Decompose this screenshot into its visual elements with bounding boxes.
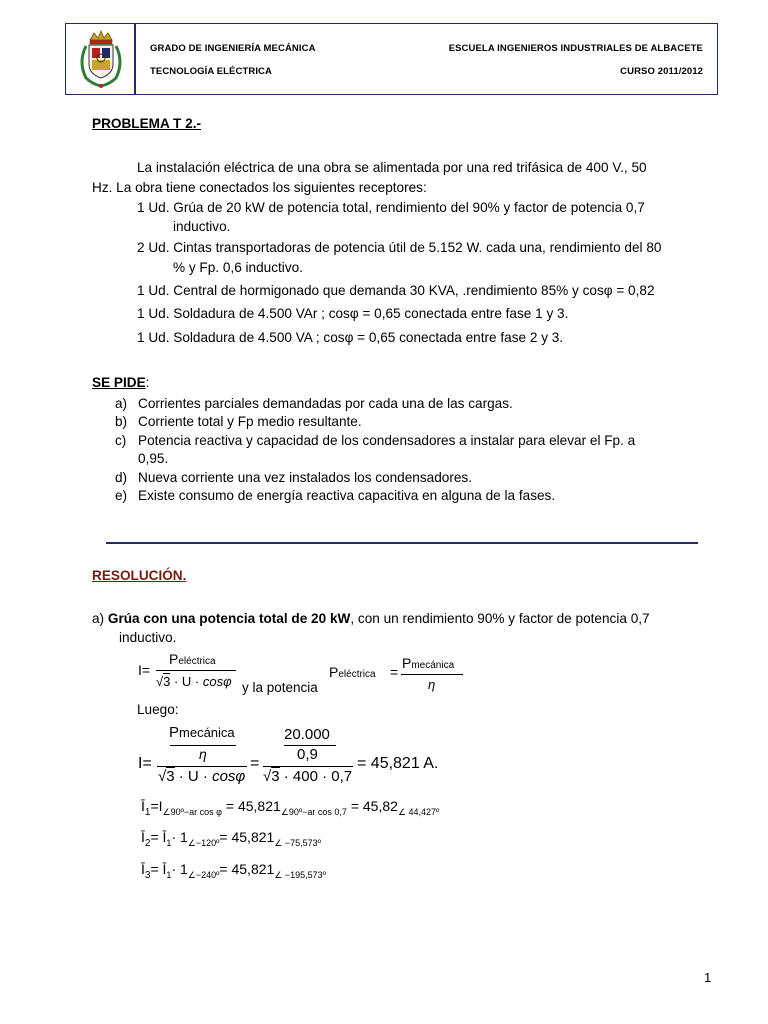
eq1-num-sub: eléctrica (178, 656, 216, 667)
eq2-denominator (158, 768, 245, 785)
eq1-numerator (169, 651, 216, 667)
resolution-a-bold: Grúa con una potencia total de 20 kW (107, 611, 351, 626)
phasor-lhs-sub: 3 (144, 869, 151, 881)
request-text: Corriente total y Fp medio resultante. (138, 414, 362, 429)
eq1-den-cos: cos (202, 674, 224, 689)
eq2-den-phi: φ (235, 768, 246, 785)
eq2-lhs: I= (138, 755, 152, 772)
resolution-a-rest: , con un rendimiento 90% y factor de potencia 0,7 (350, 611, 650, 626)
requests-heading (92, 375, 149, 390)
receiver-item: 2 Ud. Cintas transportadoras de potencia útil de 5.152 W. cada una, rendimiento del 80 (137, 240, 662, 255)
request-text: Existe consumo de energía reactiva capacitiva en alguna de la fases. (138, 488, 556, 503)
phasor-angle: ∠ 44,427º (397, 806, 440, 817)
phasor-sub2: 1 (166, 869, 172, 880)
request-label: c) (115, 433, 127, 448)
header-divider (134, 24, 136, 94)
phasor-sub2: 1 (166, 837, 172, 848)
sqrt-icon: √ (158, 768, 167, 785)
request-text: Nueva corriente una vez instalados los condensadores. (138, 470, 473, 485)
phasor-mult: · 1 (171, 861, 188, 877)
resolution-a-line2: inductivo. (119, 630, 177, 645)
eq2-result: = 45,821 A. (357, 755, 439, 772)
eq1-num-main: P (169, 651, 179, 667)
phasor-eq: = Ī (150, 861, 167, 877)
eq1-frac-num-sub: mecánica (411, 660, 455, 671)
phasor-eq: = Ī (150, 829, 167, 845)
phasor-mid: = 45,821 (219, 861, 275, 877)
eq2-inner-num-sub: mecánica (179, 725, 235, 740)
eq1-equals: = (390, 664, 399, 680)
eq2-inner-eta: η (199, 746, 207, 762)
document-header (65, 23, 718, 95)
university-crest-icon (72, 28, 130, 90)
eq2-inner-numerator (169, 724, 235, 741)
intro-text-line2: Hz. La obra tiene conectados los siguientes receptores: (92, 180, 427, 195)
eq2-den-sqrt: 3 (166, 768, 175, 785)
request-text: Corrientes parciales demandadas por cada una de las cargas. (138, 396, 513, 411)
receiver-item-cont: inductivo. (173, 219, 231, 234)
sqrt-icon: √ (263, 768, 272, 785)
eq2-den2-rest: · 400 · 0,7 (279, 768, 353, 785)
sqrt-icon: √ (156, 674, 164, 689)
school-name: ESCUELA INGENIEROS INDUSTRIALES DE ALBACETE (448, 43, 703, 54)
phasor-mult: · 1 (171, 829, 188, 845)
request-text: Potencia reactiva y capacidad de los condensadores a instalar para elevar el Fp. a (138, 433, 636, 448)
phasor-mid: = 45,821 (222, 798, 281, 814)
receiver-item: 1 Ud. Grúa de 20 kW de potencia total, rendimiento del 90% y factor de potencia 0,7 (137, 200, 645, 215)
receiver-item: 1 Ud. Soldadura de 4.500 VAr ; cosφ = 0,65 conectada entre fase 1 y 3. (137, 306, 569, 321)
eq1-p-sub: eléctrica (338, 669, 376, 680)
phasor-angle: ∠90º−ar cos 0,7 (280, 806, 347, 817)
intro-text-line1: La instalación eléctrica de una obra se alimentada por una red trifásica de 400 V., 50 (137, 160, 647, 175)
resolution-a-prefix: a) (92, 611, 108, 626)
phasor-lhs: Ī (141, 829, 145, 845)
eq2-den-rest: · U · (174, 768, 213, 785)
phasor-angle: ∠ −195,573º (274, 869, 326, 880)
phasor-mid2: = 45,82 (346, 798, 398, 814)
phasor-lhs: Ī (141, 798, 145, 814)
eq1-power-fraction-bar (401, 674, 463, 675)
phasor-angle: ∠−120º (187, 837, 220, 848)
eq2-inner-num-main: P (169, 724, 180, 741)
requests-heading-text: SE PIDE (92, 375, 146, 390)
request-label: a) (115, 396, 128, 411)
eq1-power-numerator (402, 655, 454, 671)
subject-name: TECNOLOGÍA ELÉCTRICA (150, 66, 272, 77)
phasor-angle: ∠−240º (187, 869, 220, 880)
request-label: b) (115, 414, 128, 429)
eq1-fraction-bar (156, 670, 236, 671)
eq1-p-main: P (329, 664, 339, 680)
phasor-lhs-sub: 1 (144, 806, 151, 818)
course-year: CURSO 2011/2012 (620, 66, 703, 77)
eq1-den-rest: · U · (170, 674, 203, 689)
phasor-lhs-sub: 2 (144, 837, 151, 849)
request-label: d) (115, 470, 128, 485)
eq1-denominator (156, 674, 232, 689)
eq1-frac-num-main: P (402, 655, 412, 671)
eq2-num2-top: 20.000 (284, 726, 330, 743)
phasor-angle: ∠90º−ar cos φ (162, 806, 222, 817)
luego-label: Luego: (137, 702, 179, 717)
eq1-den-phi: φ (223, 674, 232, 689)
problem-title: PROBLEMA T 2.- (92, 116, 202, 131)
eq2-num2-bottom: 0,9 (297, 746, 318, 763)
eq2-den2-sqrt: 3 (271, 768, 280, 785)
request-text-cont: 0,95. (138, 451, 169, 466)
phasor-eq: =I (150, 798, 163, 814)
phasor-equation-3 (141, 861, 326, 881)
phasor-mid: = 45,821 (219, 829, 275, 845)
request-label: e) (115, 488, 128, 503)
degree-name: GRADO DE INGENIERÍA MECÁNICA (150, 43, 316, 54)
phasor-angle: ∠ −75,573º (274, 837, 321, 848)
receiver-item: 1 Ud. Soldadura de 4.500 VA ; cosφ = 0,65 conectada entre fase 2 y 3. (137, 330, 564, 345)
receiver-item: 1 Ud. Central de hormigonado que demanda 30 KVA, .rendimiento 85% y cosφ = 0,82 (137, 283, 655, 298)
phasor-equation-2 (141, 829, 321, 849)
eq1-lhs: I= (138, 662, 151, 678)
resolution-heading: RESOLUCIÓN. (92, 568, 187, 583)
section-divider (106, 542, 698, 544)
receiver-item-cont: % y Fp. 0,6 inductivo. (173, 260, 303, 275)
eq1-den-sqrt: 3 (163, 674, 171, 689)
requests-heading-colon: : (145, 375, 150, 390)
eq1-eta: η (428, 677, 436, 692)
page-number: 1 (704, 970, 712, 985)
eq2-equals: = (250, 755, 260, 772)
eq2-den-cos: cos (212, 768, 236, 785)
eq1-power-lhs (329, 664, 376, 680)
phasor-equation-1 (141, 798, 439, 818)
phasor-lhs: Ī (141, 861, 145, 877)
eq2-denominator-2 (263, 768, 352, 785)
eq1-tail-text: y la potencia (242, 680, 318, 695)
resolution-a-line1 (92, 611, 650, 626)
